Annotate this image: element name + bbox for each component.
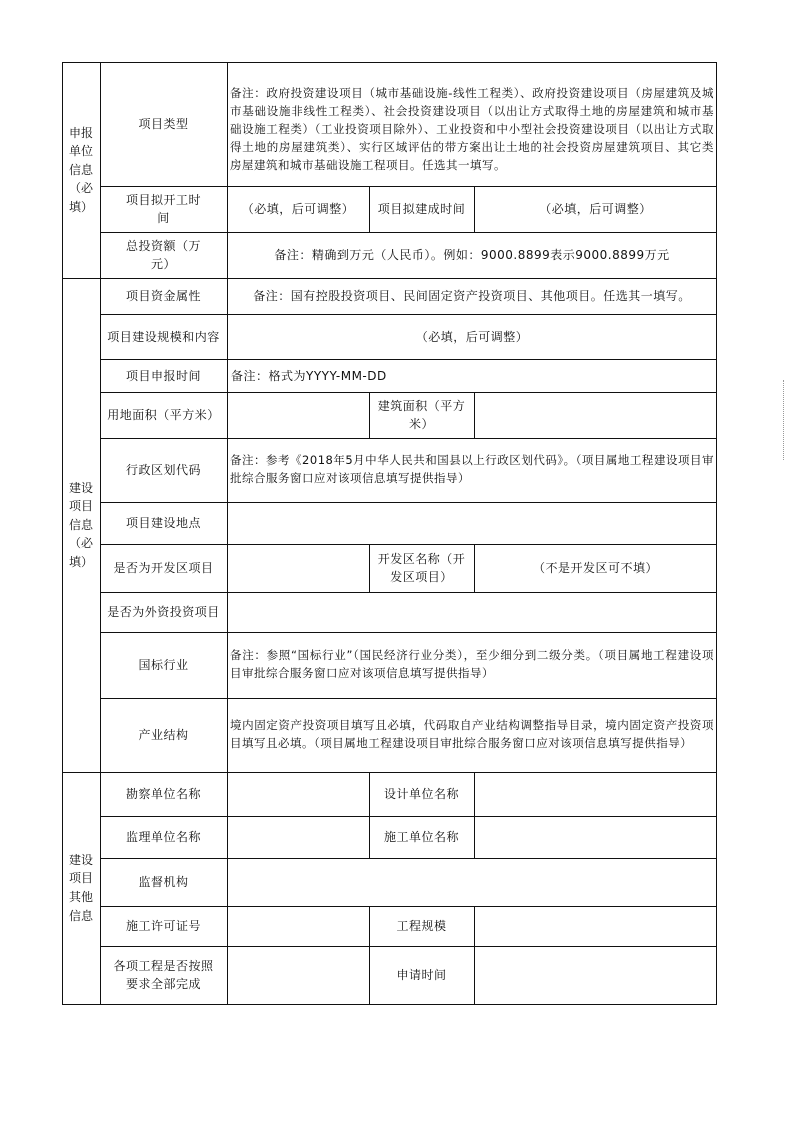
application-time-field[interactable] — [474, 946, 717, 1004]
cell-divider — [474, 186, 475, 232]
completion-status-field[interactable] — [227, 946, 369, 1004]
foreign-investment-label: 是否为外资投资项目 — [107, 605, 220, 619]
scan-edge — [783, 380, 784, 460]
cell-divider — [369, 906, 370, 1004]
row-divider — [100, 698, 717, 699]
start-time-field[interactable]: （必填，后可调整） — [241, 202, 355, 216]
design-unit-label: 设计单位名称 — [383, 787, 459, 801]
section-applicant-label: 申报单位信息（必填） — [69, 125, 94, 214]
fund-attr-label: 项目资金属性 — [125, 289, 201, 303]
completion-status-label: 各项工程是否按照要求全部完成 — [113, 959, 214, 991]
construction-unit-label: 施工单位名称 — [383, 830, 459, 844]
scale-content-label: 项目建设规模和内容 — [107, 329, 220, 344]
industry-label: 国标行业 — [138, 658, 189, 672]
label-divider — [227, 62, 228, 1004]
cell-divider — [369, 186, 370, 232]
cell-divider — [369, 544, 370, 592]
supervision-unit-label: 监理单位名称 — [125, 830, 201, 844]
foreign-investment-field[interactable] — [227, 592, 717, 632]
section-border — [62, 278, 717, 279]
cell-divider — [369, 392, 370, 438]
district-code-field[interactable]: 备注：参考《2018年5月中华人民共和国县以上行政区划代码》。（项目属地工程建设项目审批综合服务窗口应对该项信息填写提供指导） — [230, 453, 714, 485]
dev-zone-field[interactable] — [227, 544, 369, 592]
table-border-bottom — [62, 1004, 717, 1005]
fund-attr-field[interactable]: 备注：国有控股投资项目、民间固定资产投资项目、其他项目。任选其一填写。 — [253, 289, 691, 303]
building-area-label: 建筑面积（平方米） — [377, 399, 466, 431]
land-area-label: 用地面积（平方米） — [107, 408, 220, 422]
permit-number-field[interactable] — [227, 906, 369, 946]
location-label: 项目建设地点 — [125, 516, 201, 530]
cell-divider — [474, 544, 475, 592]
project-scale-field[interactable] — [474, 906, 717, 946]
construction-unit-field[interactable] — [474, 816, 717, 858]
survey-unit-field[interactable] — [227, 772, 369, 816]
total-investment-field[interactable]: 备注：精确到万元（人民币）。例如：9000.8899表示9000.8899万元 — [274, 248, 670, 262]
project-type-label: 项目类型 — [138, 117, 189, 131]
industrial-structure-label: 产业结构 — [138, 728, 189, 742]
industrial-structure-field[interactable]: 境内固定资产投资项目填写且必填，代码取自产业结构调整指导目录，境内固定资产投资项目填写且必填。（项目属地工程建设项目审批综合服务窗口应对该项信息填写提供指导） — [230, 718, 714, 750]
section-other-label: 建设项目其他信息 — [69, 852, 94, 923]
row-divider — [100, 632, 717, 633]
completion-time-field[interactable]: （必填，后可调整） — [539, 202, 652, 216]
land-area-field[interactable] — [227, 392, 369, 438]
building-area-field[interactable] — [474, 392, 717, 438]
row-divider — [100, 502, 717, 503]
declare-time-field[interactable]: 备注：格式为YYYY-MM-DD — [231, 368, 387, 383]
cell-divider — [474, 772, 475, 858]
row-divider — [100, 816, 717, 817]
row-divider — [100, 314, 717, 315]
supervisory-agency-field[interactable] — [227, 858, 717, 906]
total-investment-label: 总投资额（万元） — [125, 239, 201, 271]
design-unit-field[interactable] — [474, 772, 717, 816]
location-field[interactable] — [227, 502, 717, 544]
project-scale-label: 工程规模 — [396, 919, 447, 933]
section-divider — [100, 62, 101, 1004]
survey-unit-label: 勘察单位名称 — [125, 787, 201, 801]
row-divider — [100, 946, 717, 947]
declare-time-label: 项目申报时间 — [125, 368, 201, 383]
row-divider — [100, 232, 717, 233]
dev-zone-name-label: 开发区名称（开发区项目） — [377, 552, 466, 584]
table-border-left — [62, 62, 63, 1004]
district-code-label: 行政区划代码 — [125, 463, 201, 477]
row-divider — [100, 544, 717, 545]
start-time-label: 项目拟开工时间 — [125, 193, 201, 225]
cell-divider — [474, 906, 475, 1004]
project-type-field[interactable]: 备注：政府投资建设项目（城市基础设施-线性工程类）、政府投资建设项目（房屋建筑及城市基础设施非线性工程类）、社会投资建设项目（以出让方式取得土地的房屋建筑和城市基础设施工程类）（工业投资项目除外）、工业投资和中小型社会投资建设项目（以出让方式取得土地的房屋建筑类）、实行区域评估的带方案出让土地的社会投资房屋建筑项目、其它类房屋建筑和城市基础设施工程项目。任选其一填写。 — [230, 86, 714, 172]
table-border-top — [62, 62, 717, 63]
row-divider — [100, 858, 717, 859]
row-divider — [100, 438, 717, 439]
row-divider — [100, 906, 717, 907]
cell-divider — [369, 772, 370, 858]
scale-content-field[interactable]: （必填，后可调整） — [415, 329, 529, 344]
application-time-label: 申请时间 — [396, 968, 447, 982]
table-border-right — [716, 62, 717, 1004]
industry-field[interactable]: 备注：参照“国标行业”（国民经济行业分类），至少细分到二级分类。（项目属地工程建设项目审批综合服务窗口应对该项信息填写提供指导） — [230, 648, 714, 680]
section-project-label: 建设项目信息（必填） — [69, 480, 94, 569]
row-divider — [100, 186, 717, 187]
section-border — [62, 772, 717, 773]
cell-divider — [474, 392, 475, 438]
supervisory-agency-label: 监督机构 — [138, 875, 189, 889]
row-divider — [100, 392, 717, 393]
completion-time-label: 项目拟建成时间 — [377, 202, 466, 216]
row-divider — [100, 592, 717, 593]
permit-number-label: 施工许可证号 — [125, 919, 201, 933]
row-divider — [100, 359, 717, 360]
dev-zone-label: 是否为开发区项目 — [113, 561, 214, 575]
supervision-unit-field[interactable] — [227, 816, 369, 858]
dev-zone-name-field[interactable]: （不是开发区可不填） — [532, 561, 658, 575]
